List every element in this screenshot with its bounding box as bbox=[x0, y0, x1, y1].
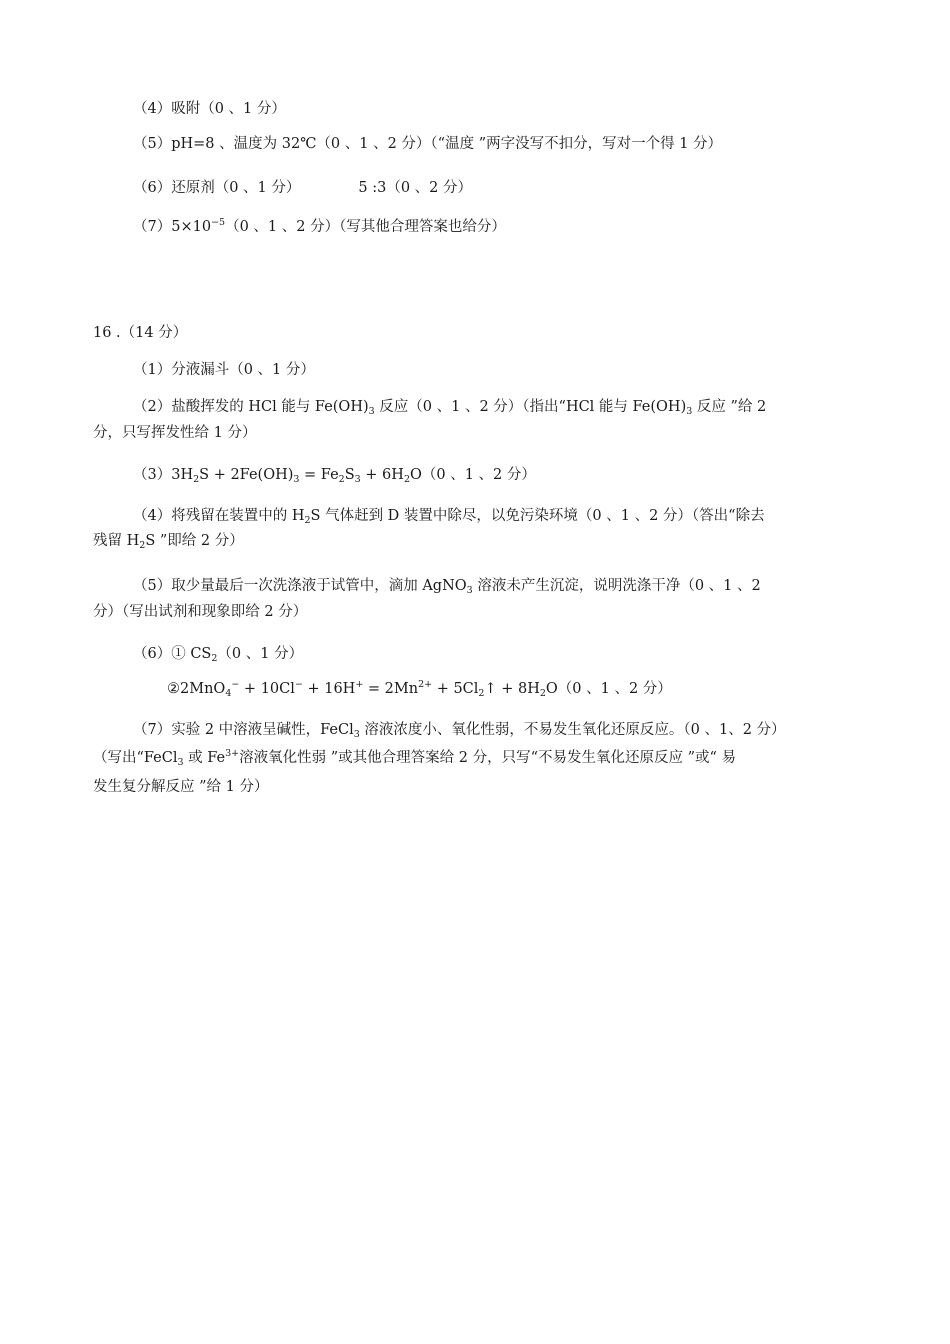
answer-16-5-line1: （5）取少量最后一次洗涤液于试管中，滴加 AgNO$_3$ 溶液未产生沉淀，说明洗涤干净（0 、1 、2 bbox=[133, 578, 761, 596]
answer-16-2-line1: （2）盐酸挥发的 HCl 能与 $Fe(OH)_3$ 反应（0 、1 、2 分）（指出“HCl 能与 $Fe(OH)_3$ 反应 ”给 2 bbox=[133, 399, 767, 417]
answer-16-7-line3: 发生复分解反应 ”给 1 分） bbox=[93, 779, 269, 795]
answer-16-7-line2: （写出“FeCl$_3$ 或 $Fe^{3+}$溶液氧化性弱 ”或其他合理答案给 2 分，只写“不易发生氧化还原反应 ”或“ 易 bbox=[93, 748, 737, 768]
answer-16-5-line2: 分）（写出试剂和现象即给 2 分） bbox=[93, 604, 308, 620]
answer-16-6-part2: ②2MnO$_4$− + $10Cl^- + 16H^+ = 2Mn^{2+}$ + $5Cl_2↑ + 8H_2O(0$ 、1 、2 分） bbox=[167, 679, 672, 699]
answer-15-5: （5）pH=8 、温度为 32℃（0 、1 、2 分）（“温度 ”两字没写不扣分，写对一个得 1 分） bbox=[133, 136, 723, 152]
answer-16-1: （1）分液漏斗（0 、1 分） bbox=[133, 362, 315, 378]
answer-15-6: （6）还原剂（0 、1 分） 5 :3（0 、2 分） bbox=[133, 180, 473, 196]
answer-16-6-part1: （6）① $CS_2(0$ 、1 分） bbox=[133, 646, 304, 664]
answer-15-7: $(7)5\times 10^{-5}(0$ 、1 、2 分）（写其他合理答案也给分） bbox=[133, 217, 506, 235]
answer-16-7-line1: （7）实验 2 中溶液呈碱性，FeCl$_3$ 溶液浓度小、氧化性弱，不易发生氧化还原反应。（0 、1、2 分） bbox=[133, 722, 786, 740]
answer-15-4: （4）吸附（0 、1 分） bbox=[133, 101, 286, 117]
question-16-header: 16 .（14 分） bbox=[93, 325, 188, 341]
answer-16-2-line2: 分，只写挥发性给 1 分） bbox=[93, 425, 257, 441]
answer-16-4-line1: （4）将残留在装置中的 $H_2S$ 气体赶到 D 装置中除尽，以免污染环境（0 、1 、2 分）（答出“除去 bbox=[133, 508, 765, 526]
answer-16-4-line2: 残留 $H_2S$ ”即给 2 分） bbox=[93, 533, 244, 551]
answer-16-3: $(3)3H_2S + 2Fe(OH)_3 = Fe_2S_3 + 6H_2O(0$ 、1 、2 分） bbox=[133, 467, 536, 485]
